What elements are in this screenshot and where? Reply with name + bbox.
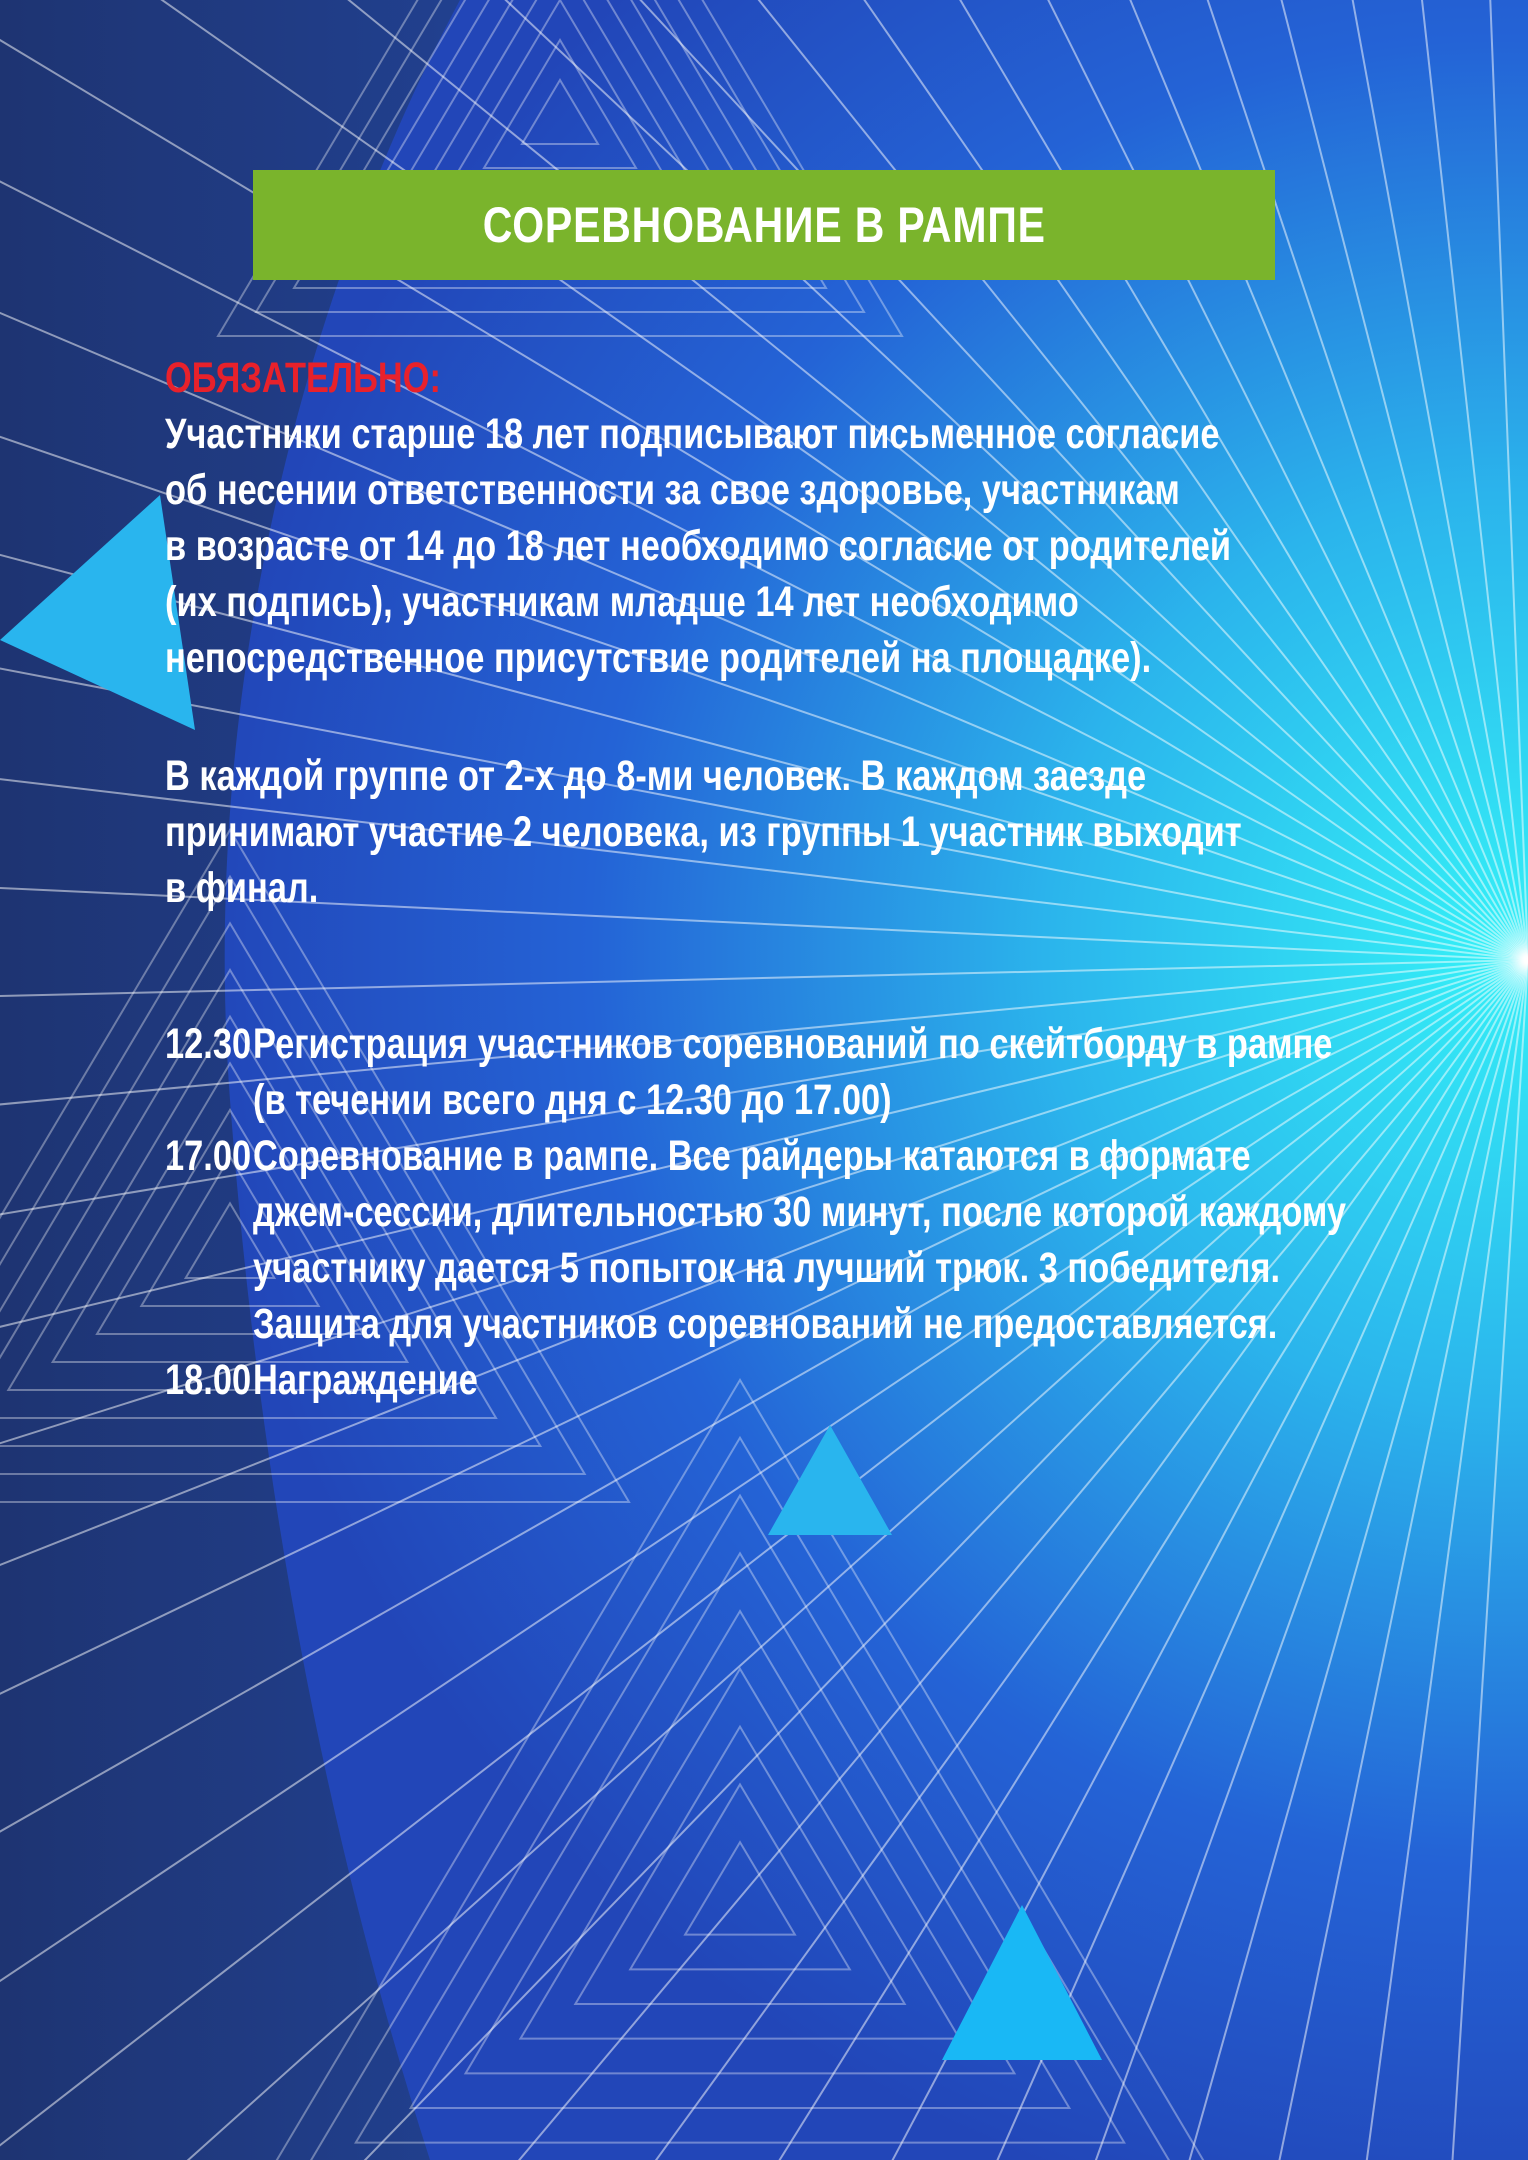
requirement-text: непосредственное присутствие родителей на площадке). xyxy=(165,634,1152,682)
schedule-text: Регистрация участников соревнований по скейтборду в рампе xyxy=(253,1020,1333,1068)
groups-text: принимают участие 2 человека, из группы 1 участник выходит xyxy=(165,808,1242,856)
requirement-label-line xyxy=(165,350,1505,406)
requirement-text: об несении ответственности за свое здоровье, участникам xyxy=(165,466,1180,514)
page-title: СОРЕВНОВАНИЕ В РАМПЕ xyxy=(482,197,1046,253)
schedule-text: Защита для участников соревнований не предоставляется. xyxy=(253,1300,1278,1348)
groups-line xyxy=(165,860,1505,916)
schedule-item-awards xyxy=(165,1352,1505,1408)
schedule-item-competition-cont xyxy=(165,1240,1505,1296)
requirement-line xyxy=(165,406,1505,462)
spacer xyxy=(165,916,1505,1016)
title-banner xyxy=(253,170,1275,280)
schedule-item-competition-cont xyxy=(165,1184,1505,1240)
groups-text: в финал. xyxy=(165,864,319,912)
schedule xyxy=(165,1016,1505,1408)
requirement-text: в возрасте от 14 до 18 лет необходимо согласие от родителей xyxy=(165,522,1231,570)
schedule-item-competition-cont xyxy=(165,1296,1505,1352)
requirement-line xyxy=(165,574,1505,630)
requirement-label: ОБЯЗАТЕЛЬНО: xyxy=(165,354,441,402)
schedule-item-registration xyxy=(165,1016,1505,1072)
schedule-item-competition xyxy=(165,1128,1505,1184)
schedule-time: 12.30 xyxy=(165,1020,252,1068)
requirement-line xyxy=(165,630,1505,686)
requirement-line xyxy=(165,462,1505,518)
schedule-time: 18.00 xyxy=(165,1356,252,1404)
groups-text: В каждой группе от 2-х до 8-ми человек. В каждом заезде xyxy=(165,752,1147,800)
requirement-text: (их подпись), участникам младше 14 лет необходимо xyxy=(165,578,1079,626)
schedule-text: участнику дается 5 попыток на лучший трюк. 3 победителя. xyxy=(253,1244,1281,1292)
schedule-text: Соревнование в рампе. Все райдеры катаются в формате xyxy=(253,1132,1251,1180)
schedule-text: Награждение xyxy=(253,1356,478,1404)
spacer xyxy=(165,686,1505,748)
schedule-text: (в течении всего дня с 12.30 до 17.00) xyxy=(253,1076,892,1124)
content-block xyxy=(165,350,1505,1408)
requirement-line xyxy=(165,518,1505,574)
schedule-text: джем-сессии, длительностью 30 минут, после которой каждому xyxy=(253,1188,1347,1236)
groups-line xyxy=(165,804,1505,860)
requirement-text: Участники старше 18 лет подписывают письменное согласие xyxy=(165,410,1220,458)
schedule-time: 17.00 xyxy=(165,1132,252,1180)
schedule-item-registration-cont xyxy=(165,1072,1505,1128)
groups-line xyxy=(165,748,1505,804)
